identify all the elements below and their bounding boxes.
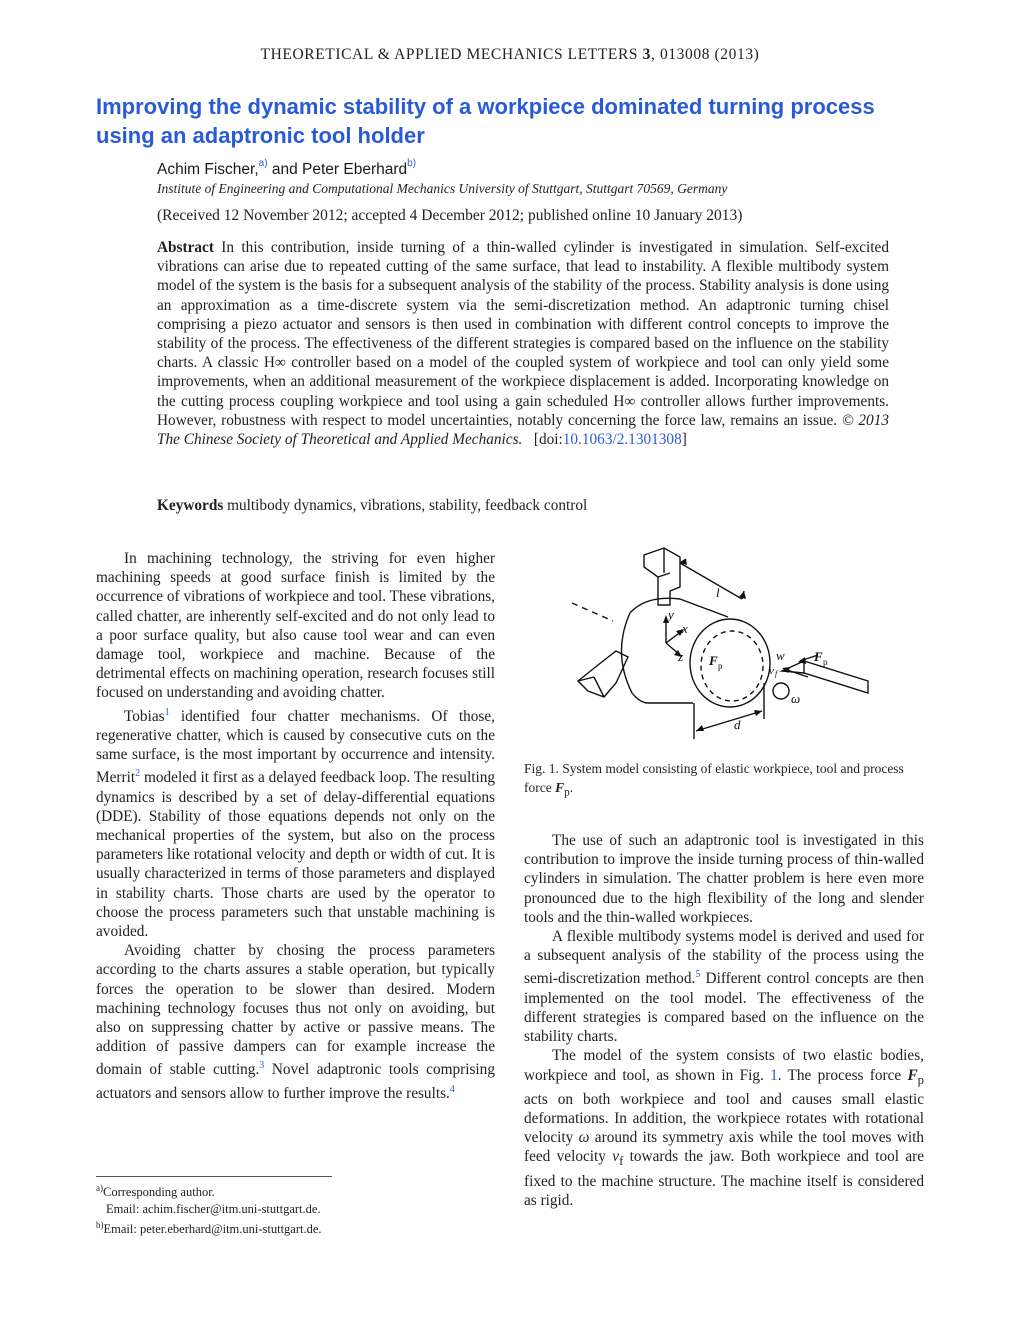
figure-1-system-model	[568, 543, 878, 743]
author2-footnote-mark[interactable]: b)	[407, 158, 417, 169]
label-z: z	[678, 649, 684, 664]
article-number: , 013008 (2013)	[651, 46, 760, 63]
received-dates: (Received 12 November 2012; accepted 4 December 2012; published online 10 January 2013)	[157, 207, 743, 224]
cylinder-back-arc	[621, 613, 648, 703]
footnote-b: $^{b)}$Email: peter.eberhard@itm.uni-stuttgart.de.	[96, 1220, 322, 1237]
citation-3[interactable]: 3	[259, 1060, 265, 1072]
author1-footnote-mark[interactable]: a)	[258, 158, 268, 169]
label-l: l	[716, 585, 720, 600]
footnote-rule	[96, 1176, 332, 1177]
abstract-label: Abstract	[157, 239, 214, 256]
footnotes	[96, 1180, 495, 1238]
right-column	[524, 831, 924, 1210]
doi-link[interactable]: 10.1063/2.1301308	[562, 431, 682, 449]
paragraph-use: The use of such an adaptronic tool is investigated in this contribution to improve the inside turning process of thin-walled cylinders in simulation. The chatter problem is here even more pronounced due to the high flexibility of the long and slender tools and the thin-walled workpieces.	[524, 832, 924, 926]
left-column	[96, 549, 495, 1103]
cylinder-front-face	[690, 619, 770, 707]
abstract-text: In this contribution, inside turning of a thin-walled cylinder is investigated in simulation. Self-excited vibrations can arise due to repeated cutting of the same surface, that lead to instability. A flexible multibody system model of the system is the basis for a subsequent analysis of the stability of the process. Stability analysis is done using an approximation as a time-discrete system via the semi-discretization method. An adaptronic turning chisel comprising a piezo actuator and sensors is then used in combination with different control concepts to improve the stability of the process. The effectiveness of the different strategies is compared based on the influence on the stability charts. A classic H∞ controller based on a model of the coupled system of workpiece and tool can only yield some improvements, when an additional measurement of the workpiece displacement is added. Incorporating knowledge on the cutting process coupling workpiece and tool using a gain scheduled H∞ controller allows further improvements. However, robustness with respect to model uncertainties, notably concerning the force law, remains an issue.	[157, 239, 889, 429]
label-y: y	[668, 607, 674, 622]
keywords-text: multibody dynamics, vibrations, stability, feedback control	[223, 497, 588, 514]
paragraph-avoiding: Avoiding chatter by chosing the process parameters according to the charts assures a stable operation, but typically forces the operation to be slower than desired. Modern machining technology focuses thus not only on avoiding, but also on suppressing chatter by active or passive means. The addition of passive dampers can for example increase the domain of stable cutting.$^3$ Novel adaptronic tools comprising actuators and sensors allow to further improve the results.$^4$	[96, 942, 495, 1102]
citation-5[interactable]: 5	[695, 969, 701, 981]
svg-text:p: p	[718, 661, 723, 671]
paragraph-intro: In machining technology, the striving for even higher machining speeds at good surface finish is limited by the occurrence of vibrations of workpiece and tool. These vibrations, called chatter, are inherently self-excited and do not only lead to a poor surface quality, but also cause tool wear and can even damage tool, workpiece and machine. Because of the detrimental effects on machining operation, research focuses still focused on understanding and avoiding chatter.	[96, 550, 496, 702]
author-line	[157, 160, 416, 179]
axis-dash-left	[572, 603, 613, 621]
keywords	[157, 497, 587, 515]
running-head	[0, 46, 1020, 64]
author-fischer: Achim Fischer,	[157, 161, 259, 179]
label-fp-left: F	[709, 653, 718, 668]
omega-arrow	[773, 683, 789, 699]
paragraph-tobias: Tobias$^1$ identified four chatter mechanisms. Of those, regenerative chatter, which is caused by consecutive cuts on the same surface, is the most important by occurrence and intensity. Merrit$^2$ modeled it first as a delayed feedback loop. The resulting dynamics is described by a set of delay-differential equations (DDE). Stability of those equations depends not only on the mechanical properties of the system, but also on the process parameters like rotational velocity and depth or width of cut. It is usually characterized in terms of those parameters and displayed in stability charts. Those charts are used by the operator to choose the process parameters such that unstable machining is avoided.	[96, 706, 495, 941]
journal-name: THEORETICAL & APPLIED MECHANICS LETTERS	[260, 46, 639, 63]
svg-text:f: f	[775, 669, 778, 678]
figure-ref-1[interactable]: 1	[770, 1066, 778, 1084]
paragraph-model: The model of the system consists of two elastic bodies, workpiece and tool, as shown in Fig. 1. The process force $F_p$ acts on both workpiece and tool and causes small elastic deformations. In addition, the workpiece rotates with rotational velocity ω around its symmetry axis while the tool moves with feed velocity $v_f$ towards the jaw. Both workpiece and tool are fixed to the machine structure. The machine itself is considered as rigid.	[524, 1047, 925, 1209]
affiliation: Institute of Engineering and Computational Mechanics University of Stuttgart, Stuttgart 70569, Germany	[157, 181, 728, 196]
label-d: d	[734, 717, 741, 732]
footnote-a-email: Email: achim.fischer@itm.uni-stuttgart.de.	[106, 1201, 321, 1216]
citation-2[interactable]: 2	[135, 768, 141, 780]
author-eberhard: and Peter Eberhard	[267, 161, 408, 179]
jaw-top	[644, 548, 680, 605]
label-x: x	[682, 621, 688, 636]
jaw-top-notch	[658, 573, 670, 577]
jaw-left	[578, 651, 628, 697]
label-vf: v	[769, 665, 774, 677]
label-omega: ω	[791, 691, 801, 706]
svg-text:p: p	[823, 657, 828, 667]
dim-l-line	[680, 563, 742, 599]
label-w: w	[776, 648, 785, 663]
dim-d-line	[696, 711, 762, 731]
journal-volume: 3	[642, 46, 651, 63]
abstract: Abstract In this contribution, inside turning of a thin-walled cylinder is investigated in simulation. Self-excited vibrations can arise due to repeated cutting of the same surface, that lead to instability. A flexible multibody system model of the system is the basis for a subsequent analysis of the stability of the process. Stability analysis is done using an approximation as a time-discrete system via the semi-discretization method. An adaptronic turning chisel comprising a piezo actuator and sensors is then used in combination with different control concepts to improve the stability of the process. The effectiveness of the different strategies is compared based on the influence on the stability charts. A classic H∞ controller based on a model of the coupled system of workpiece and tool can only yield some improvements, when an additional measurement of the workpiece displacement is added. Incorporating knowledge on the cutting process coupling workpiece and tool using a gain scheduled H∞ controller allows further improvements. However, robustness with respect to model uncertainties, notably concerning the force law, remains an issue. © 2013 The Chinese Society of Theoretical and Applied Mechanics. [doi:10.1063/2.1301308]	[157, 239, 889, 449]
keywords-label: Keywords	[157, 497, 224, 514]
paper-title: Improving the dynamic stability of a workpiece dominated turning process using an adaptronic tool holder	[96, 94, 875, 148]
citation-4[interactable]: 4	[449, 1083, 455, 1095]
paragraph-flexible: A flexible multibody systems model is derived and used for a subsequent analysis of the stability of the process using the semi-discretization method.$^5$ Different control concepts are then implemented on the tool model. The effectiveness of the different strategies is compared based on the influence on the stability charts.	[524, 928, 924, 1046]
cylinder-top-edge	[630, 598, 728, 617]
copyright-notice: © 2013 The Chinese Society of Theoretical and Applied Mechanics.	[157, 411, 889, 449]
figure-1-caption: Fig. 1. System model consisting of elastic workpiece, tool and process force $F_p$.	[524, 761, 904, 799]
label-fp-right: F	[814, 649, 823, 664]
citation-1[interactable]: 1	[164, 706, 170, 718]
footnote-a: $^{a)}$Corresponding author.	[96, 1183, 215, 1200]
